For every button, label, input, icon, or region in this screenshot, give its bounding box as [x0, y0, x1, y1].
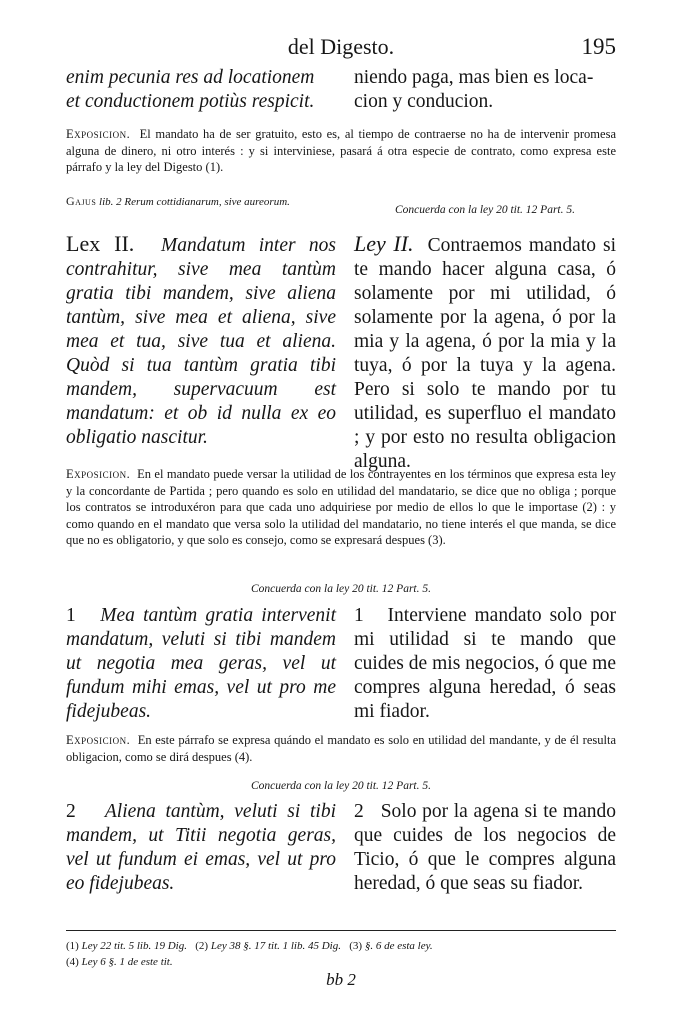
footnote-rule — [66, 930, 616, 931]
exposicion-label: Exposicion. — [66, 733, 131, 747]
paragraph-1 — [66, 604, 616, 724]
lex-2-latin — [66, 232, 336, 474]
exposicion-3 — [66, 732, 616, 765]
paragraph-text: Interviene mandato solo por mi utilidad si te mando que cuides de mis negocios, ó que me compres alguna heredad, ó seas mi fiador. — [354, 605, 616, 722]
lex-2 — [66, 232, 616, 474]
footnote-number: (1) — [66, 940, 79, 952]
footnote-text: §. 6 de esta ley. — [364, 940, 433, 952]
paragraph-2-latin — [66, 800, 336, 896]
concordance-note: Concuerda con la ley 20 tit. 12 Part. 5. — [250, 780, 432, 792]
page-number: 195 — [581, 34, 616, 59]
footnote-line — [66, 954, 616, 970]
lex-heading: Lex II. — [66, 231, 135, 256]
footnotes — [66, 938, 616, 970]
footnote-text: Ley 6 §. 1 de este tit. — [81, 956, 173, 968]
spanish-line: cion y conducion. — [354, 91, 494, 112]
paragraph-2 — [66, 800, 616, 896]
exposicion-2 — [66, 466, 616, 549]
exposicion-text: El mandato ha de ser gratuito, esto es, al tiempo de contraerse no ha de intervenir promesa alguna de dinero, ni otro interés : y si interviniese, pasará á otra especie de contrato, como expresa este párrafo y la ley del Digesto (1). — [66, 127, 616, 174]
paragraph-1-latin — [66, 604, 336, 724]
paragraph-2-spanish — [354, 800, 616, 896]
page-header — [66, 34, 616, 64]
source-citation — [66, 194, 336, 216]
paragraph-text: Aliena tantùm, veluti si tibi mandem, ut Titii negotia geras, vel ut fundum ei emas, vel ut pro eo fidejubeas. — [66, 801, 336, 894]
exposicion-label: Exposicion. — [66, 127, 131, 141]
footnote-text: Ley 22 tit. 5 lib. 19 Dig. — [81, 940, 187, 952]
continuation-spanish — [354, 66, 616, 114]
footnote-line — [66, 938, 616, 954]
exposicion-text: En este párrafo se expresa quándo el mandato es solo en utilidad del mandante, y de él resulta obligacion, como se dirá despues (4). — [66, 733, 617, 764]
lex-text: Mandatum inter nos contrahitur, sive mea tantùm gratia tibi mandem, sive aliena tantùm, sive mea et aliena, sive mea et tua, sive tua et aliena. Quòd si tua tantùm gratia tibi mandem, supervacuum est mandatum: et ob id nulla ex eo obligatio nascitur. — [66, 235, 337, 448]
source-work: lib. 2 Rerum cottidianarum, sive aureorum. — [99, 196, 290, 208]
paragraph-number: 1 — [66, 605, 76, 626]
source-author: Gajus — [66, 194, 97, 208]
exposicion-1 — [66, 126, 616, 176]
paragraph-text: Solo por la agena si te mando que cuides de los negocios de Ticio, ó que le compres alguna heredad, ó que seas su fiador. — [354, 801, 616, 894]
paragraph-number: 2 — [354, 801, 364, 822]
ley-heading: Ley II. — [354, 231, 414, 256]
spanish-line: niendo paga, mas bien es loca- — [354, 67, 594, 88]
signature-mark: bb 2 — [326, 970, 356, 989]
concordance-note: Concuerda con la ley 20 tit. 12 Part. 5. — [394, 204, 576, 216]
footnote-text: Ley 38 §. 17 tit. 1 lib. 45 Dig. — [210, 940, 341, 952]
footnote-number: (3) — [349, 940, 363, 952]
continuation-latin — [66, 66, 336, 114]
running-title: del Digesto. — [287, 34, 395, 59]
exposicion-label: Exposicion. — [66, 467, 131, 481]
paragraph-text: Mea tantùm gratia intervenit mandatum, veluti si tibi mandem ut negotia mea geras, vel ut fundum mihi emas, vel ut pro me fidejubeas. — [66, 605, 336, 722]
ley-text: Contraemos mandato si te mando hacer alguna casa, ó solamente por mi utilidad, ó solamente por la agena, ó por la mia y la agena, ó por la mia y la tuya, ó por la tuya y la agena. Pero si solo te mando por tu utilidad, es superfluo el mandato ; y por esto no resulta obligacion alguna. — [354, 235, 617, 472]
paragraph-number: 2 — [66, 801, 76, 822]
paragraph-number: 1 — [354, 605, 364, 626]
paragraph-1-spanish — [354, 604, 616, 724]
exposicion-text: En el mandato puede versar la utilidad de los contrayentes en los términos que expresa esta ley y la concordante de Partida ; pero quando es solo en utilidad del mandatario, se dice que no obliga ; porque los contratos se introduxéron para que cada uno adquiriese por medio de ellos lo que le importase (2) : y como quando en el mandato que versa solo la utilidad del mandatario, no tiene interés el que manda, se dice que no es obligatorio, y que solo es consejo, como se expresará despues (3). — [66, 467, 616, 547]
lex-2-sources — [66, 194, 616, 216]
latin-line: et conductionem potiùs respicit. — [66, 91, 315, 112]
concordance-note: Concuerda con la ley 20 tit. 12 Part. 5. — [250, 583, 432, 595]
footnote-number: (4) — [66, 956, 79, 968]
footnote-number: (2) — [195, 940, 209, 952]
lex-2-spanish — [354, 232, 616, 474]
latin-line: enim pecunia res ad locationem — [66, 67, 315, 88]
continuation-block — [66, 66, 616, 114]
